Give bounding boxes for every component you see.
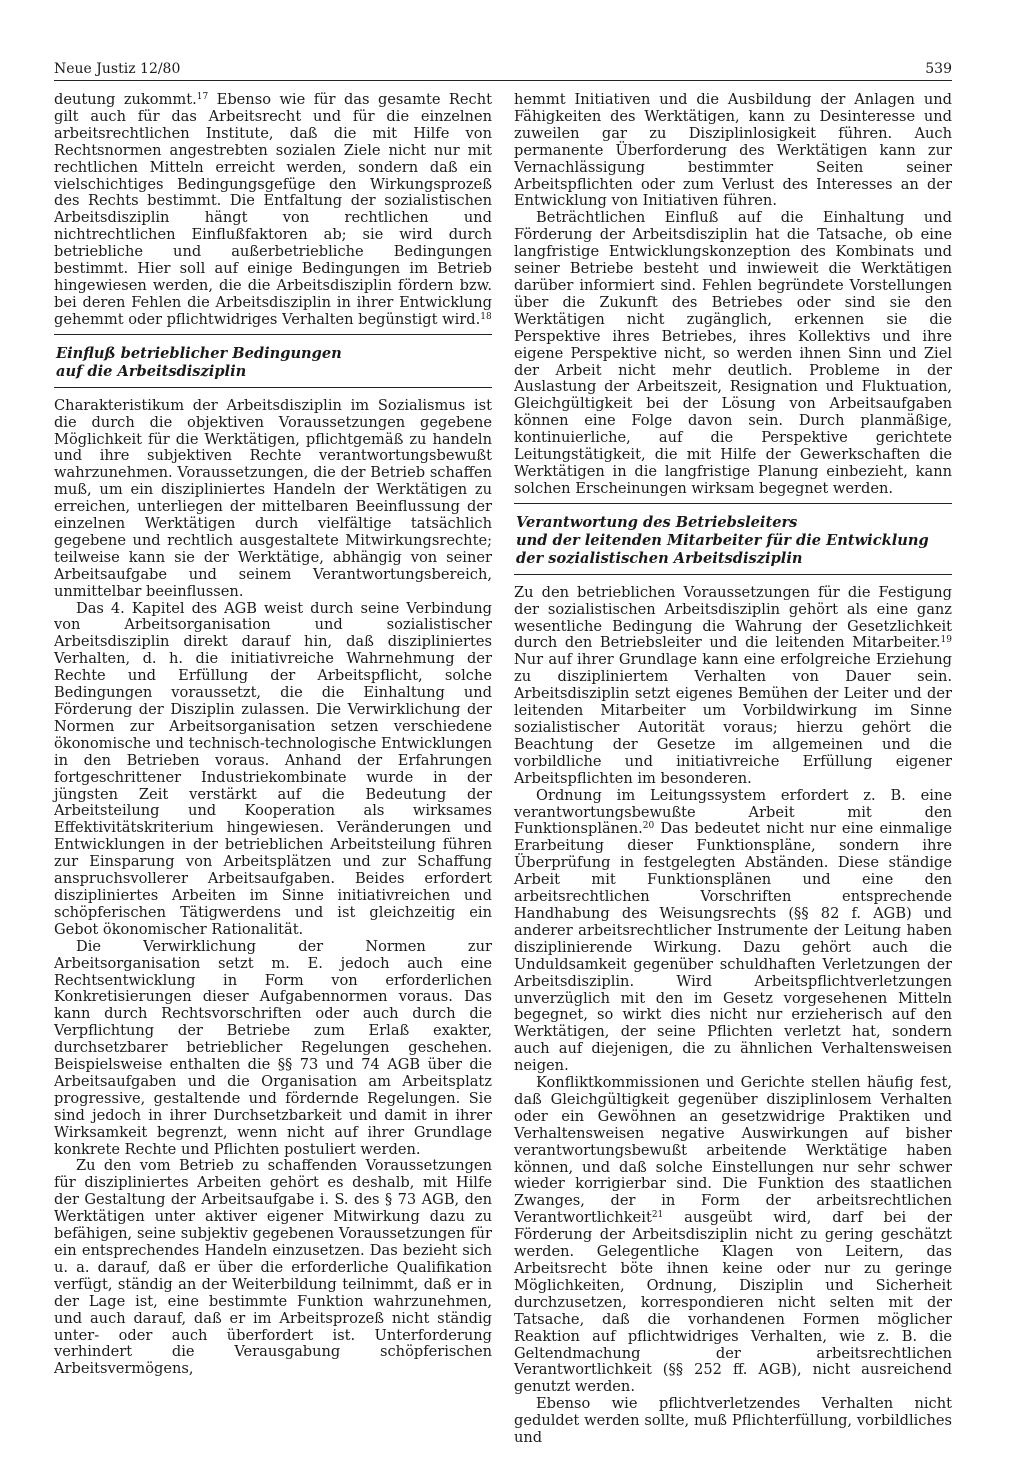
paragraph: Charakteristikum der Arbeitsdisziplin im Sozialismus ist die durch die objektiven Voraussetzungen gegebene Möglichkeit für die Werktätigen, pflichtgemäß zu handeln und ihre subjektiven Rechte verantwortungsbewußt wahrzunehmen. Voraussetzungen, die der Betrieb schaffen muß, um ein diszipliniertes Handeln der Werktätigen zu erreichen, unterliegen der mittelbaren Beeinflussung der einzelnen Werktätigen durch vielfältige tatsächlich gegebene und rechtlich ausgestaltete Mitwirkungsrechte; teilweise kann sie der Werktätige, abhängig von seiner Arbeitsaufgabe und seinem Verantwortungsbereich, unmittelbar beeinflussen. [54,396,492,600]
left-column [54,92,492,1378]
paragraph: Zu den betrieblichen Voraussetzungen für die Festigung der sozialistischen Arbeitsdisziplin gehört als eine ganz wesentliche Bedingung die Wahrung der Gesetzlichkeit durch den Betriebsleiter und die leitenden Mitarbeiter.$^{19}$ Nur auf ihrer Grundlage kann eine erfolgreiche Erziehung zu diszipliniertem Verhalten von Dauer sein. Arbeitsdisziplin setzt eigenes Bemühen der Leiter und der leitenden Mitarbeiter um Vorbildwirkung im Sinne sozialistischer Autorität voraus; hierzu gehört die Beachtung der Gesetze im allgemeinen und die vorbildliche und initiativreiche Erfüllung eigener Arbeitspflichten im besonderen. [514,583,952,787]
footnote-ref[interactable]: 20 [642,821,655,832]
section-rule [54,334,492,335]
footnote-ref[interactable]: 18 [480,311,492,322]
paragraph: deutung zukommt.$^{17}$ Ebenso wie für das gesamte Recht gilt auch für das Arbeitsrecht und für die einzelnen arbeitsrechtlichen Institute, daß die mit Hilfe von Rechtsnormen angestrebten sozialen Ziele nicht nur mit rechtlichen Mitteln erreicht werden, sondern daß ein vielschichtiges Bedingungsgefüge den Wirkungsprozeß des Rechts bestimmt. Die Entfaltung der sozialistischen Arbeitsdisziplin hängt von rechtlichen und nichtrechtlichen Einflußfaktoren ab; sie wird durch betriebliche und außerbetriebliche Bedingungen bestimmt. Hier soll auf einige Bedingungen im Betrieb hingewiesen werden, die die Arbeitsdisziplin fördern bzw. bei deren Fehlen die Arbeitsdisziplin in ihrer Entwicklung gehemmt oder pflichtwidriges Verhalten begünstigt wird.$^{18}$ [54,91,492,328]
paragraph: Beträchtlichen Einfluß auf die Einhaltung und Förderung der Arbeitsdisziplin hat die Tatsache, ob eine langfristige Entwicklungskonzeption des Kombinats und seiner Betriebe besteht und inwieweit die Werktätigen darüber informiert sind. Fehlen begründete Vorstellungen über die Zukunft des Betriebes oder sind sie den Werktätigen nicht zugänglich, erkennen sie die Perspektive ihres Betriebes, ihres Kollektivs und ihre eigene Perspektive nicht, so werden ihnen Sinn und Ziel der Arbeit nicht mehr deutlich. Probleme in der Auslastung der Arbeitszeit, Resignation und Fluktuation, Gleichgültigkeit bei der Lösung von Arbeitsaufgaben können eine Folge davon sein. Durch planmäßige, kontinuierliche, auf die Perspektive gerichtete Leitungstätigkeit, die mit Hilfe der Gewerkschaften die Werktätigen in die langfristige Planung einbezieht, kann solchen Erscheinungen wirksam begegnet werden. [514,209,952,497]
right-column [514,92,952,1447]
footnote-ref[interactable]: 17 [196,92,209,102]
section-rule [514,503,952,504]
paragraph: Die Verwirklichung der Normen zur Arbeitsorganisation setzt m. E. jedoch auch eine Rechtsentwicklung in Form von erforderlichen Konkretisierungen dieser Aufgabennormen voraus. Das kann durch Rechtsvorschriften oder auch durch die Verpflichtung der Betriebe zum Erlaß exakter, durchsetzbarer betrieblicher Regelungen geschehen. Beispielsweise enthalten die §§ 73 und 74 AGB über die Arbeitsaufgaben und die Organisation am Arbeitsplatz progressive, gestaltende und fördernde Regelungen. Sie sind jedoch in ihrer Durchsetzbarkeit und damit in ihrer Wirksamkeit begrenzt, wenn nicht auf ihrer Grundlage konkrete Rechte und Pflichten postuliert werden. [54,937,492,1158]
paragraph: Ebenso wie pflichtverletzendes Verhalten nicht geduldet werden sollte, muß Pflichterfüllung, vorbildliches und [514,1395,952,1447]
journal-page [54,58,952,1450]
paragraph: Das 4. Kapitel des AGB weist durch seine Verbindung von Arbeitsorganisation und sozialistischer Arbeitsdisziplin direkt darauf hin, daß diszipliniertes Verhalten, d. h. die initiativreiche Wahrnehmung der Rechte und Erfüllung der Arbeitspflicht, solche Bedingungen voraussetzt, die die Einhaltung und Förderung der Disziplin zulassen. Die Verwirklichung der Normen zur Arbeitsorganisation setzen verschiedene ökonomische und technisch-technologische Entwicklungen in den Betrieben voraus. Anhand der Erfahrungen fortgeschrittener Industriekombinate wurde in der jüngsten Zeit verstärkt auf die Bedeutung der Arbeitsteilung und Kooperation als wirksames Effektivitätskriterium hingewiesen. Veränderungen und Entwicklungen in der betrieblichen Arbeitsteilung führen zur Einsparung von Arbeitsplätzen und zur Schaffung anspruchsvollerer Arbeitsaufgaben. Beides erfordert diszipliniertes Arbeiten im Sinne initiativreichen und schöpferischen Tätigwerdens und ist gleichzeitig ein Gebot ökonomischer Rationalität. [54,599,492,938]
paragraph: Ordnung im Leitungssystem erfordert z. B. eine verantwortungsbewußte Arbeit mit den Funktionsplänen.$^{20}$ Das bedeutet nicht nur eine einmalige Erarbeitung dieser Funktionspläne, sondern ihre Überprüfung in festgelegten Abständen. Diese ständige Arbeit mit Funktionsplänen und eine den arbeitsrechtlichen Vorschriften entsprechende Handhabung des Weisungsrechts (§§ 82 f. AGB) und anderer arbeitsrechtlicher Instrumente der Leitung haben disziplinierende Wirkung. Dazu gehört auch die Unduldsamkeit gegenüber schuldhaften Verletzungen der Arbeitsdisziplin. Wird Arbeitspflichtverletzungen unverzüglich mit den im Gesetz vorgesehenen Mitteln begegnet, so wirkt dies nicht nur erzieherisch auf den Werktätigen, der seine Pflichten verletzt hat, sondern auch auf diejenigen, die zu ähnlichen Verhaltensweisen neigen. [514,786,952,1075]
page-number: 539 [925,61,952,77]
header-rule [54,80,952,81]
footnote-ref[interactable]: 21 [651,1210,664,1221]
paragraph: Konfliktkommissionen und Gerichte stellen häufig fest, daß Gleichgültigkeit gegenüber disziplinlosem Verhalten oder ein Gewöhnen an gesetzwidrige Praktiken und Verhaltensweisen negative Auswirkungen auf bisher verantwortungsbewußt arbeitende Werktätige haben können, und daß solche Einstellungen nur sehr schwer wieder korrigierbar sind. Die Funktion des staatlichen Zwanges, der in Form der arbeitsrechtlichen Verantwortlichkeit$^{21}$ ausgeübt wird, darf bei der Förderung der Arbeitsdisziplin nicht zu gering geschätzt werden. Gelegentliche Klagen von Leitern, das Arbeitsrecht böte ihnen keine oder nur zu geringe Möglichkeiten, Ordnung, Disziplin und Sicherheit durchzusetzen, korrespondieren nicht selten mit der Tatsache, daß die vorhandenen Formen möglicher Reaktion auf pflichtwidriges Verhalten, wie z. B. die Geltendmachung der arbeitsrechtlichen Verantwortlichkeit (§§ 252 ff. AGB), nicht ausreichend genutzt werden. [514,1074,952,1396]
paragraph: Zu den vom Betrieb zu schaffenden Voraussetzungen für diszipliniertes Arbeiten gehört es deshalb, mit Hilfe der Gestaltung der Arbeitsaufgabe i. S. des § 73 AGB, den Werktätigen unter aktiver eigener Mitwirkung dazu zu befähigen, seine subjektiv gegebenen Voraussetzungen für ein entsprechendes Handeln einzusetzen. Das bezieht sich u. a. darauf, daß er über die erforderliche Qualifikation verfügt, ständig an der Weiterbildung teilnimmt, daß er in der Lage ist, eine bestimmte Funktion wahrzunehmen, und auch darauf, daß er im Arbeitsprozeß nicht ständig unter- oder auch überfordert ist. Unterforderung verhindert die Verausgabung schöpferischen Arbeitsvermögens, [54,1157,492,1378]
section-heading: Einfluß betrieblicher Bedingungen auf die Arbeitsdisziplin [56,344,342,380]
paragraph: hemmt Initiativen und die Ausbildung der Anlagen und Fähigkeiten des Werktätigen, kann zu Desinteresse und zuweilen gar zu Disziplinlosigkeit führen. Auch permanente Überforderung des Werktätigen kann zur Vernachlässigung bestimmter Seiten seiner Arbeitspflichten oder zum Verlust des Interesses an der Entwicklung von Initiativen führen. [514,91,952,210]
footnote-ref[interactable]: 19 [940,635,952,646]
section-heading: Verantwortung des Betriebsleiters und der leitenden Mitarbeiter für die Entwicklung der sozialistischen Arbeitsdisziplin [516,513,929,567]
running-header [54,58,952,80]
journal-title: Neue Justiz 12/80 [54,61,181,77]
